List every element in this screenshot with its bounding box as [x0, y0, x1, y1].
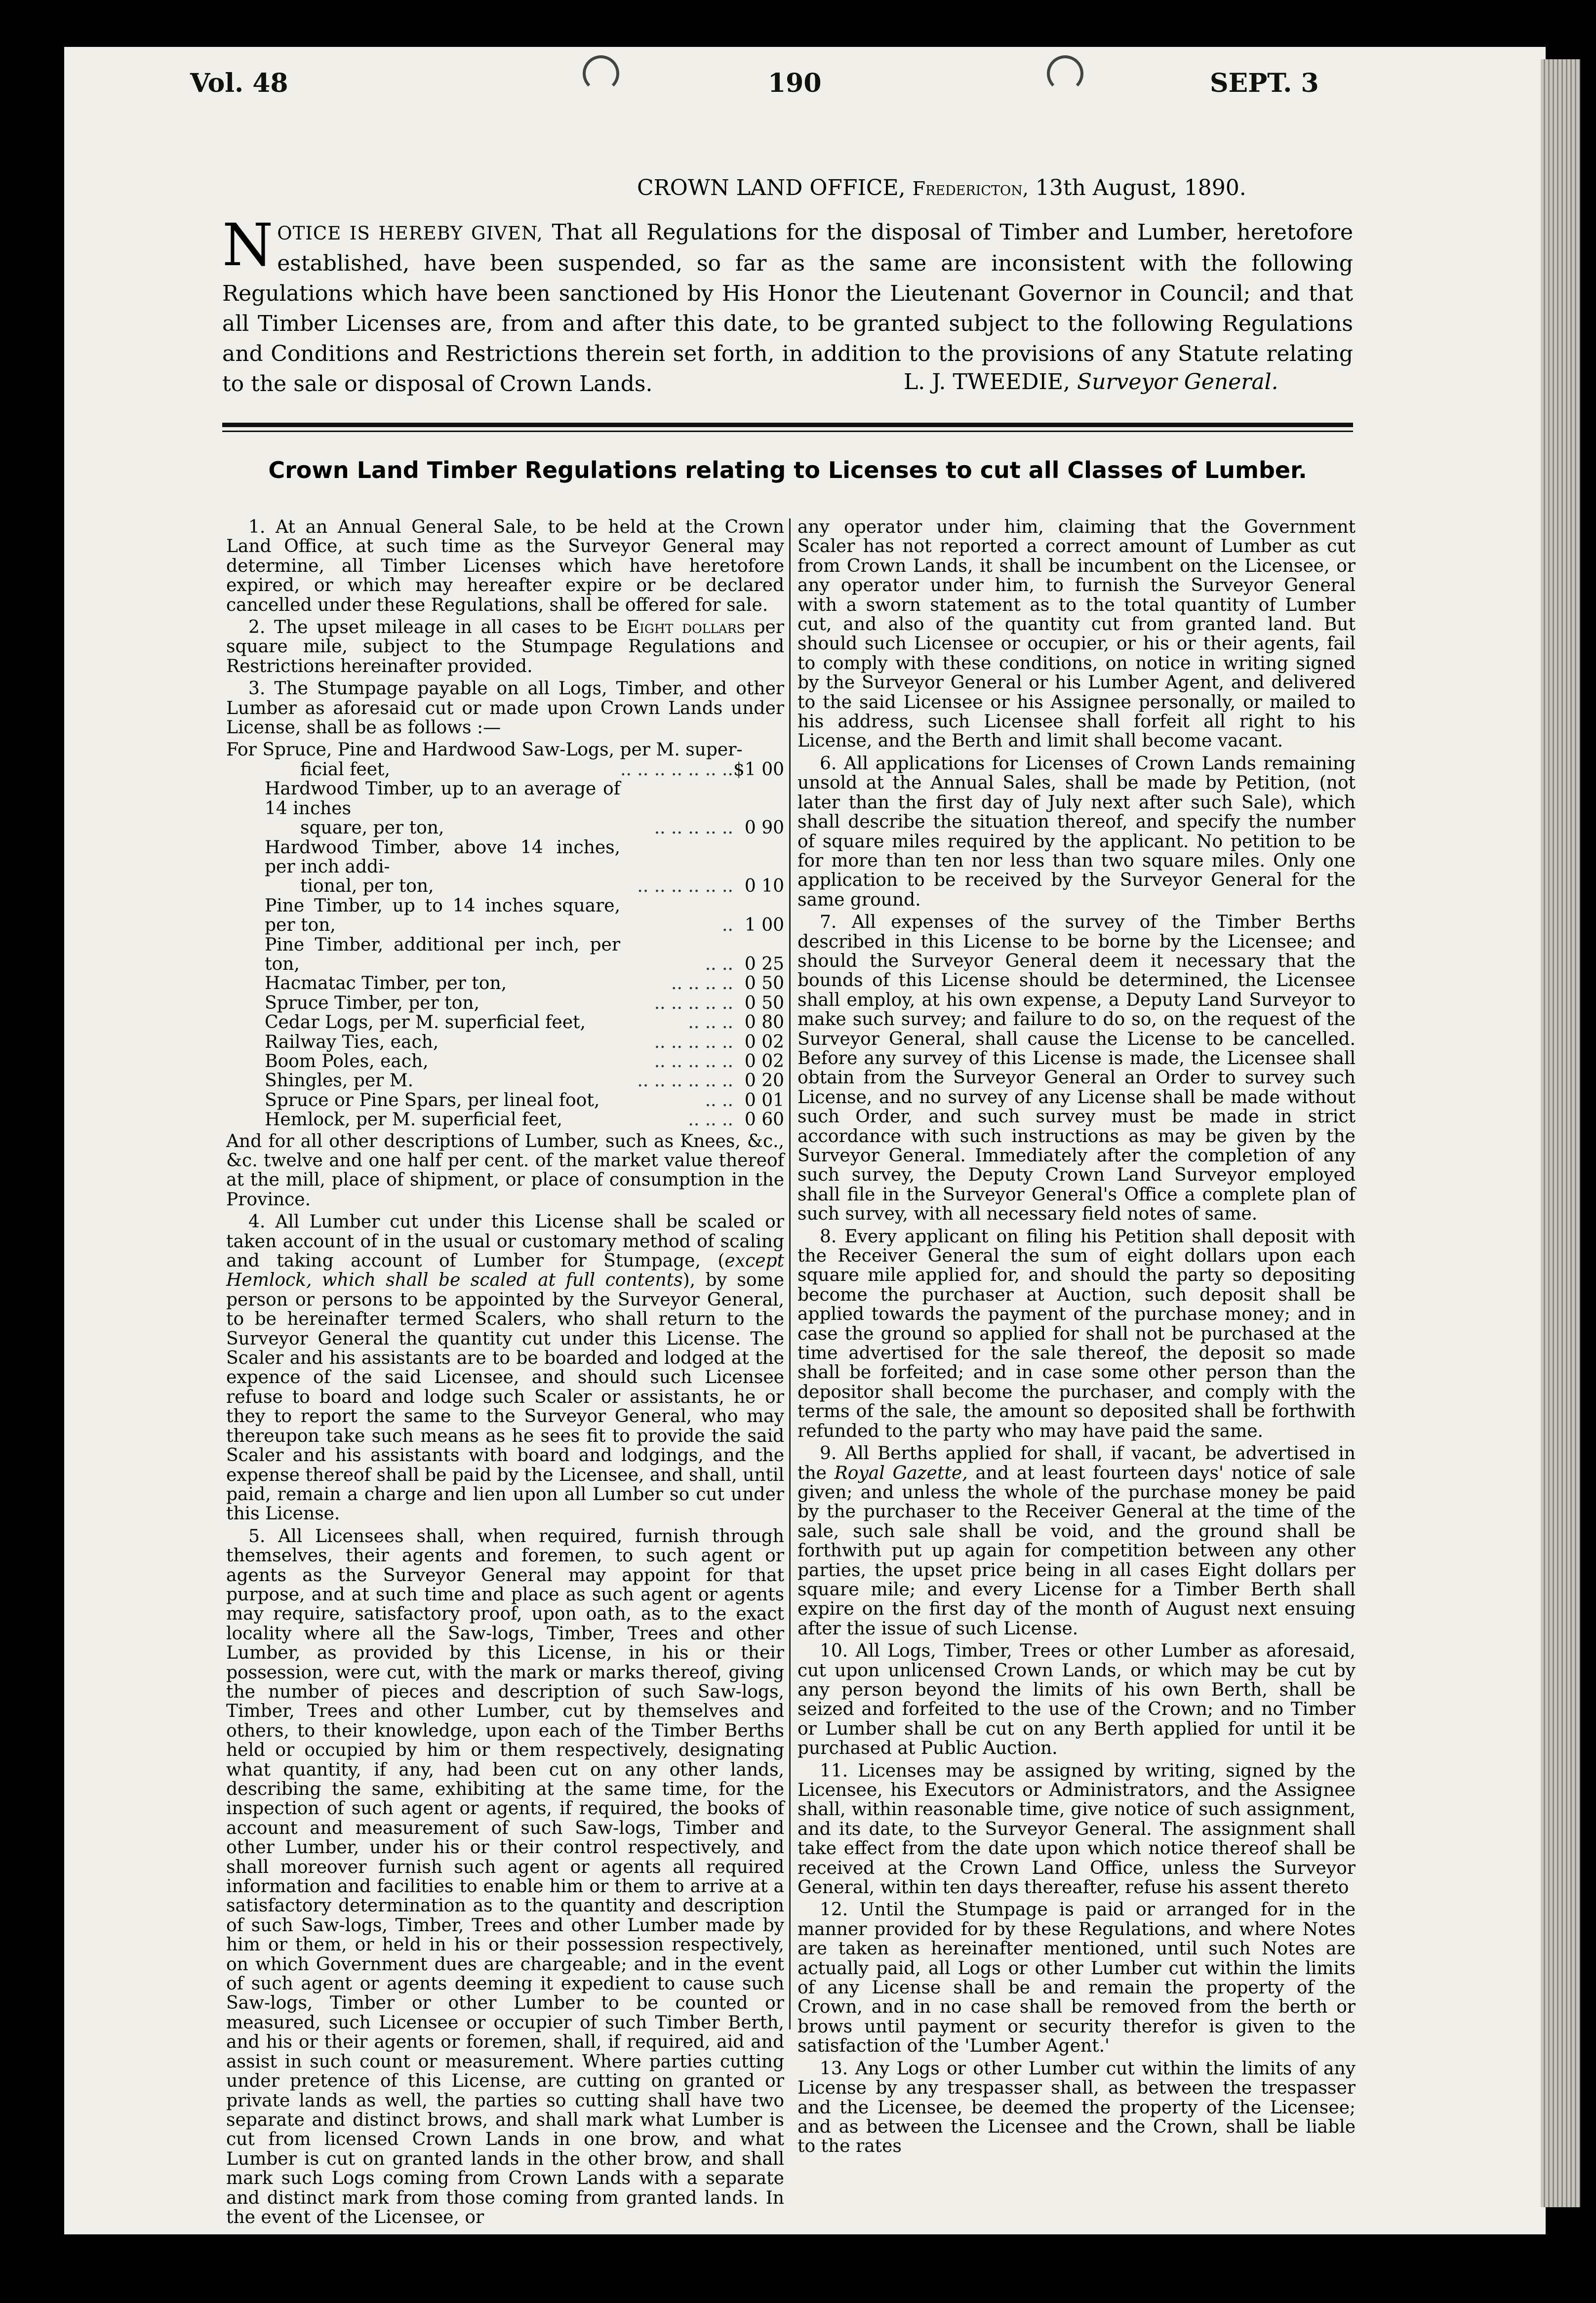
rate-leader-dots: .. .. .. .. .. .. ..: [620, 759, 733, 780]
rate-leader-dots: .. .. .. .. ..: [654, 1051, 733, 1072]
signature-title: Surveyor General.: [1077, 369, 1278, 395]
paragraph-2-amount: Eight dollars: [626, 617, 745, 638]
rate-row: [226, 779, 784, 818]
paragraph-9-text: 9. All Berths applied for shall, if vacant, be advertised in the: [798, 1443, 1356, 1483]
thick-rule: [222, 423, 1353, 427]
rate-amount: [733, 779, 784, 818]
rate-amount: 0 10: [744, 876, 784, 897]
rate-label: Pine Timber, additional per inch, per ton,: [265, 934, 621, 974]
rate-row: [226, 1032, 784, 1052]
paragraph-4: [226, 1212, 784, 1524]
rate-label: Spruce or Pine Spars, per lineal foot,: [265, 1090, 600, 1111]
rate-leader-dots: .. .. .. .. ..: [654, 993, 733, 1013]
rate-label: Hardwood Timber, up to an average of 14 inches: [265, 779, 621, 819]
paragraph-7: 7. All expenses of the survey of the Timber Berths described in this License to be borne by the Licensee; and should the Surveyor General deem it necessary that the bounds of this License should be determined, the Licensee shall employ, at his own expense, a Deputy Land Surveyor to make such survey; and failure to do so, on the request of the Surveyor General, shall cause the License to be cancelled. Before any survey of this License is made, the Licensee shall obtain from the Surveyor General an Order to survey such License, and no survey of any License shall be made without such Order, and such survey must be made in strict accordance with such instructions as may be given by the Surveyor General. Immediately after the completion of any such survey, the Deputy Crown Land Surveyor employed shall file in the Surveyor General's Office a complete plan of such survey, with all necessary field notes of same.: [798, 912, 1356, 1225]
paragraph-10: 10. All Logs, Timber, Trees or other Lumber as aforesaid, cut upon unlicensed Crown Lands, or which may be cut by any person beyond the limits of his own Berth, shall be seized and forfeited to the use of the Crown; and no Timber or Lumber shall be cut on any Berth applied for until it be purchased at Public Auction.: [798, 1641, 1356, 1759]
rate-leader-dots: .. .. .. .. .. ..: [637, 876, 733, 897]
dateline-office: CROWN LAND OFFICE,: [637, 175, 906, 200]
drop-cap: N: [222, 211, 274, 279]
paragraph-3b: And for all other descriptions of Lumber, such as Knees, &c., &c. twelve and one half per cent. of the market value thereof at the mill, place of shipment, or place of consumption in the Province.: [226, 1131, 784, 1210]
thin-rule: [222, 431, 1353, 432]
paragraph-13: 13. Any Logs or other Lumber cut within the limits of any License by any trespasser shall, as between the trespasser and the Licensee, be deemed the property of the Licensee; and as between the Licensee and the Crown, shall be liable to the rates: [798, 2058, 1356, 2157]
rate-label: Cedar Logs, per M. superficial feet,: [265, 1012, 586, 1033]
rate-label: Pine Timber, up to 14 inches square, per ton,: [265, 895, 621, 936]
rate-leader-dots: .. .. .. .. ..: [654, 818, 733, 838]
rate-leader-dots: [620, 838, 733, 877]
rate-amount: [733, 838, 784, 877]
paragraph-4-text: 4. All Lumber cut under this License shall be scaled or taken account of in the usual or customary method of scaling and taking account of Lumber for Stumpage, (: [226, 1212, 784, 1271]
rate-leader-dots: [620, 779, 733, 818]
paragraph-3: 3. The Stumpage payable on all Logs, Timber, and other Lumber as aforesaid cut or made upon Crown Lands under License, shall be as follows :—: [226, 678, 784, 738]
rate-row: [226, 1110, 784, 1129]
paragraph-9-rest: and at least fourteen days' notice of sale given; and unless the whole of the purchase money be paid by the purchaser to the Receiver General at the time of the sale, such sale shall be void, and the ground shall be forthwith put up again for competition between any other parties, the upset price being in all cases Eight dollars per square mile; and every License for a Timber Berth shall expire on the first day of the month of August next ensuing after the issue of such License.: [798, 1463, 1356, 1639]
rate-row: [226, 838, 784, 877]
volume-label: Vol. 48: [190, 68, 288, 98]
paragraph-2-text: 2. The upset mileage in all cases to be: [248, 617, 618, 638]
section-title: Crown Land Timber Regulations relating to Licenses to cut all Classes of Lumber.: [268, 457, 1307, 483]
paragraph-9: [798, 1444, 1356, 1638]
rate-label: ficial feet,: [300, 759, 390, 780]
rate-label: Boom Poles, each,: [265, 1051, 429, 1072]
rate-label: square, per ton,: [300, 818, 444, 838]
rate-leader-dots: .. .. .. ..: [671, 973, 733, 994]
rate-amount: 0 02: [744, 1032, 784, 1052]
rate-row: [226, 1013, 784, 1032]
paragraph-8: 8. Every applicant on filing his Petition shall deposit with the Receiver General the sum of eight dollars upon each square mile applied for, and should the party so depositing become the purchaser at Auction, such deposit shall be applied towards the payment of the purchase money; and in case the ground so applied for shall not be purchased at the time advertised for the sale thereof, the deposit so made shall be forfeited; and in case some other person than the depositor shall become the purchaser, and comply with the terms of the sale, the amount so deposited shall be forthwith refunded to the party who may have paid the same.: [798, 1226, 1356, 1441]
rate-row: [226, 760, 784, 779]
rate-leader-dots: .. .. ..: [688, 1012, 733, 1033]
paragraph-5-continued: any operator under him, claiming that the Government Scaler has not reported a correct amount of Lumber as cut from Crown Lands, it shall be incumbent on the Licensee, or any operator under him, to furnish the Surveyor General with a sworn statement as to the total quantity of Lumber cut, and also of the quantity cut from granted land. But should such Licensee or occupier, or his or their agents, fail to comply with these conditions, on notice in writing signed by the Surveyor General or his Lumber Agent, and delivered to the said Licensee or his Assignee personally, or mailed to his address, such Licensee shall forfeit all right to his License, and the Berth and limit shall become vacant.: [798, 517, 1356, 752]
rate-amount: 0 60: [744, 1110, 784, 1130]
rate-row: [226, 1091, 784, 1110]
notice-opening: OTICE IS HEREBY GIVEN,: [277, 223, 543, 244]
signature: [904, 369, 1278, 395]
paragraph-4-italic: except Hemlock, which shall be scaled at full contents: [226, 1251, 784, 1291]
right-column: [798, 517, 1356, 2159]
rate-label: Hemlock, per M. superficial feet,: [265, 1110, 562, 1130]
rate-leader-dots: .. .. .. .. .. ..: [637, 1071, 733, 1091]
rate-row: [226, 896, 784, 935]
paragraph-2: [226, 618, 784, 676]
paragraph-1: 1. At an Annual General Sale, to be held at the Crown Land Office, at such time as the Surveyor General may determine, all Timber Licenses which have heretofore expired, or which may hereafter expire or be declared cancelled under these Regulations, shall be offered for sale.: [226, 517, 784, 615]
rate-label: Spruce Timber, per ton,: [265, 993, 479, 1013]
dateline: [637, 175, 1246, 200]
rate-amount: 1 00: [744, 915, 784, 936]
dateline-place: Fredericton,: [912, 178, 1029, 199]
rate-amount: $1 00: [733, 759, 784, 780]
issue-date: SEPT. 3: [1210, 68, 1319, 98]
rate-label: Railway Ties, each,: [265, 1032, 439, 1052]
binding-hole: [583, 55, 619, 92]
dateline-date: 13th August, 1890.: [1035, 175, 1246, 200]
rate-row: [226, 993, 784, 1013]
rate-label: Shingles, per M.: [265, 1071, 414, 1091]
rate-amount: 0 02: [744, 1051, 784, 1072]
rate-row: [226, 740, 784, 759]
rate-label: Hacmatac Timber, per ton,: [265, 973, 507, 994]
rate-label: tional, per ton,: [300, 876, 434, 897]
rate-amount: 0 25: [744, 953, 784, 974]
rate-row: [226, 935, 784, 974]
page-number: 190: [768, 68, 822, 98]
binding-hole: [1047, 55, 1083, 92]
rate-row: [226, 818, 784, 837]
column-divider: [789, 518, 791, 2029]
paragraph-12: 12. Until the Stumpage is paid or arranged for in the manner provided for by these Regulations, and where Notes are taken as hereinafter mentioned, until such Notes are actually paid, all Logs or other Lumber cut within the limits of any License shall be and remain the property of the Crown, and in no case shall be removed from the berth or brows until payment or security therefor is given to the satisfaction of the 'Lumber Agent.': [798, 1900, 1356, 2057]
rate-row: [226, 1071, 784, 1090]
rate-label: Hardwood Timber, above 14 inches, per inch addi-: [265, 837, 621, 877]
paragraph-2-rest: per square mile, subject to the Stumpage Regulations and Restrictions hereinafter provided.: [226, 617, 785, 676]
rate-label: For Spruce, Pine and Hardwood Saw-Logs, per M. super-: [226, 740, 743, 760]
rate-row: [226, 974, 784, 993]
stumpage-rates-table: [226, 740, 784, 1129]
paragraph-4-rest: ), by some person or persons to be appointed by the Surveyor General, to be hereinafter termed Scalers, who shall return to the Surveyor General the quantity cut under this License. The Scaler and his assistants are to be boarded and lodged at the expence of the said Licensee, and should such Licensee refuse to board and lodge such Scaler or assistants, he or they to report the same to the Surveyor General, who may thereupon take such means as he sees fit to provide the said Scaler and his assistants with board and lodgings, and the expense thereof shall be paid by the Licensee, and shall, until paid, remain a charge and lien upon all Lumber so cut under this License.: [226, 1270, 784, 1524]
rate-row: [226, 1052, 784, 1071]
rate-amount: 0 20: [744, 1071, 784, 1091]
rate-leader-dots: .. .. ..: [688, 1110, 733, 1130]
rate-leader-dots: .. ..: [705, 1090, 733, 1111]
rate-amount: 0 50: [744, 993, 784, 1013]
rate-leader-dots: ..: [722, 915, 733, 936]
page-stack-edge: [1541, 59, 1580, 2207]
rate-row: [226, 876, 784, 896]
rate-amount: 0 01: [744, 1090, 784, 1111]
paragraph-11: 11. Licenses may be assigned by writing, signed by the Licensee, his Executors or Administrators, and the Assignee shall, within reasonable time, give notice of such assignment, and its date, to the Surveyor General. The assignment shall take effect from the date upon which notice thereof shall be received at the Crown Land Office, unless the Surveyor General, within ten days thereafter, refuse his assent thereto: [798, 1760, 1356, 1898]
paragraph-6: 6. All applications for Licenses of Crown Lands remaining unsold at the Annual Sales, shall be made by Petition, (not later than the first day of July next after such Sale), which shall describe the situation thereof, and specify the number of square miles required by the applicant. No petition to be for more than ten nor less than two square miles. Only one application to be received by the Surveyor General for the same ground.: [798, 753, 1356, 910]
left-column: [226, 517, 784, 2230]
rate-amount: 0 80: [744, 1012, 784, 1033]
paragraph-9-italic: Royal Gazette,: [834, 1463, 968, 1483]
signature-name: L. J. TWEEDIE,: [904, 369, 1070, 395]
notice-body: That all Regulations for the disposal of Timber and Lumber, heretofore established, have been suspended, so far as the same are inconsistent with the following Regulations which have been sanctioned by His Honor the Lieutenant Governor in Council; and that all Timber Licenses are, from and after this date, to be granted subject to the following Regulations and Conditions and Restrictions therein set forth, in addition to the provisions of any Statute relating to the sale or disposal of Crown Lands.: [222, 220, 1353, 397]
rate-amount: 0 90: [744, 818, 784, 838]
rate-leader-dots: .. .. .. .. ..: [654, 1032, 733, 1052]
rate-amount: 0 50: [744, 973, 784, 994]
paragraph-5: 5. All Licensees shall, when required, furnish through themselves, their agents and foremen, to such agent or agents as the Surveyor General may appoint for that purpose, and at such time and place as such agent or agents may require, satisfactory proof, upon oath, as to the exact locality where all the Saw-logs, Timber, Trees and other Lumber, as provided by this License, in his or their possession, were cut, with the mark or marks thereof, giving the number of pieces and description of such Saw-logs, Timber, Trees and other Lumber, cut by themselves and others, to their knowledge, upon each of the Timber Berths held or occupied by him or them respectively, designating what quantity, if any, had been cut on any other lands, describing the same, exhibiting at the same time, for the inspection of such agent or agents, if required, the books of account and measurement of such Saw-logs, Timber and other Lumber, under his or their control respectively, and shall moreover furnish such agent or agents all required information and facilities to enable him or them to arrive at a satisfactory determination as to the quantity and description of such Saw-logs, Timber, Trees and other Lumber made by him or them, or held in his or their possession respectively, on which Government dues are chargeable; and in the event of such agent or agents deeming it expedient to cause such Saw-logs, Timber or other Lumber to be counted or measured, such Licensee or occupier of such Timber Berth, and his or their agents or foremen, shall, if required, aid and assist in such count or measurement. Where parties cutting under pretence of this License, are cutting on granted or private lands as well, the parties so cutting shall have two separate and distinct brows, and shall mark what Lumber is cut from licensed Crown Lands in one brow, and what Lumber is cut on granted lands in the other brow, and shall mark such Logs coming from Crown Lands with a separate and distinct mark from those coming from granted lands. In the event of the Licensee, or: [226, 1526, 784, 2227]
rate-leader-dots: .. ..: [705, 953, 733, 974]
